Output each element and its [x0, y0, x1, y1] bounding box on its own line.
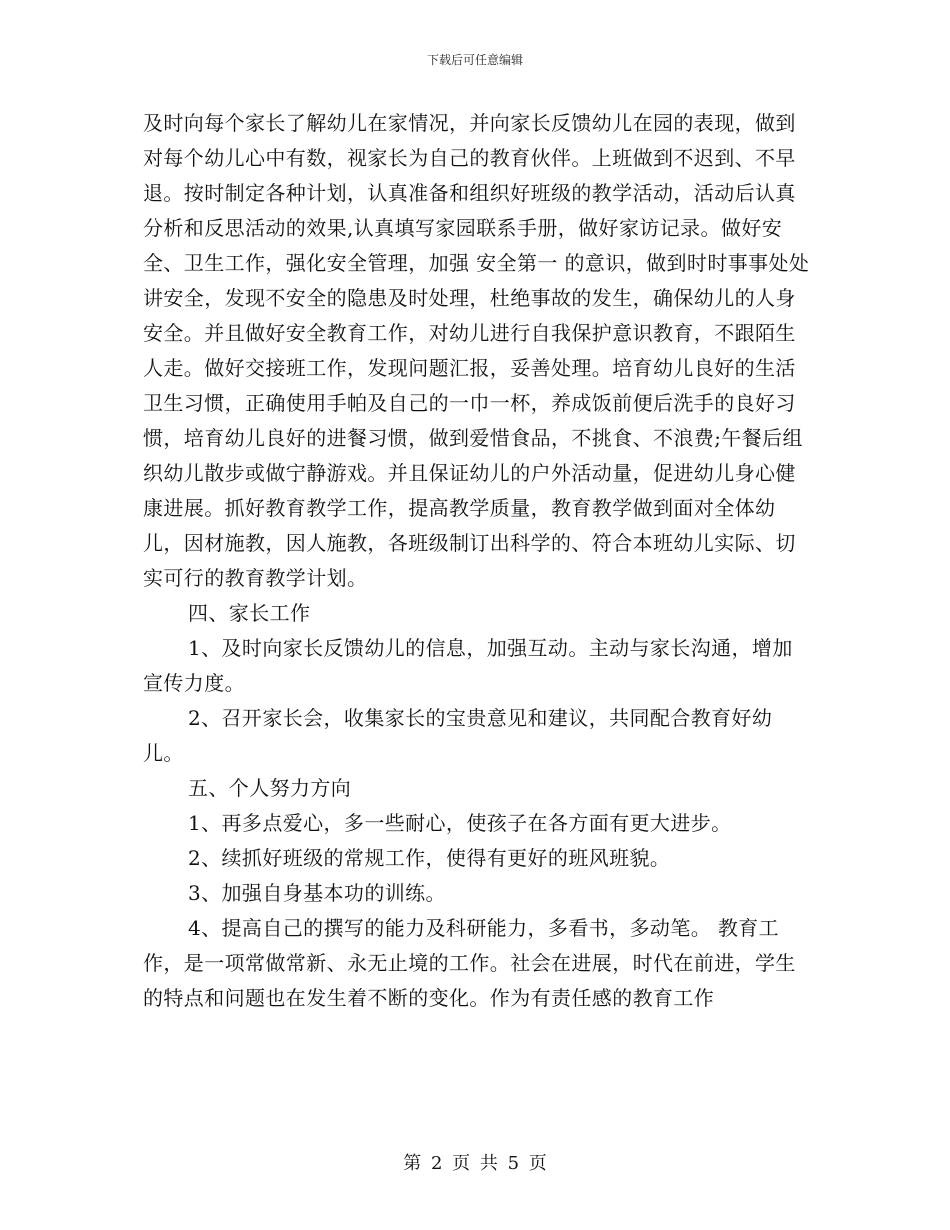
list-item-parent-work-1: 1、及时向家长反馈幼儿的信息，加强互动。主动与家长沟通，增加宣传力度。 — [143, 636, 793, 695]
document-body — [143, 106, 810, 1016]
list-item-personal-direction-1: 1、再多点爱心，多一些耐心，使孩子在各方面有更大进步。 — [188, 811, 732, 835]
list-item-personal-direction-3: 3、加强自身基本功的训练。 — [188, 881, 446, 905]
list-item-personal-direction-2: 2、续抓好班级的常规工作，使得有更好的班风班貌。 — [188, 846, 671, 870]
page-number: 第 2 页 共 5 页 — [403, 1153, 547, 1174]
section-heading-parent-work: 四、家长工作 — [188, 601, 311, 625]
paragraph-daily-work: 及时向每个家长了解幼儿在家情况，并向家长反馈幼儿在园的表现，做到对每个幼儿心中有数，视家长为自己的教育伙伴。上班做到不迟到、不早退。按时制定各种计划，认真准备和组织好班级的教学活动，活动后认真分析和反思活动的效果,认真填写家园联系手册，做好家访记录。做好安全、卫生工作，强化安全管理，加强 安全第一 的意识，做到时时事事处处讲安全，发现不安全的隐患及时处理，杜绝事故的发生，确保幼儿的人身安全。并且做好安全教育工作，对幼儿进行自我保护意识教育，不跟陌生人走。做好交接班工作，发现问题汇报，妥善处理。培育幼儿良好的生活卫生习惯，正确使用手帕及自己的一巾一杯，养成饭前便后洗手的良好习惯，培育幼儿良好的进餐习惯，做到爱惜食品，不挑食、不浪费;午餐后组织幼儿散步或做宁静游戏。并且保证幼儿的户外活动量，促进幼儿身心健康进展。抓好教育教学工作，提高教学质量，教育教学做到面对全体幼儿，因材施教，因人施教，各班级制订出科学的、符合本班幼儿实际、切实可行的教育教学计划。 — [143, 111, 810, 590]
list-item-personal-direction-4: 4、提高自己的撰写的能力及科研能力，多看书，多动笔。 教育工作，是一项常做常新、永无止境的工作。社会在进展，时代在前进，学生的特点和问题也在发生着不断的变化。作为有责任感的教育工作 — [143, 916, 796, 1010]
list-item-parent-work-2: 2、召开家长会，收集家长的宝贵意见和建议，共同配合教育好幼儿。 — [143, 706, 773, 765]
page-header: 下载后可任意编辑 — [426, 53, 523, 67]
section-heading-personal-direction: 五、个人努力方向 — [188, 776, 352, 800]
